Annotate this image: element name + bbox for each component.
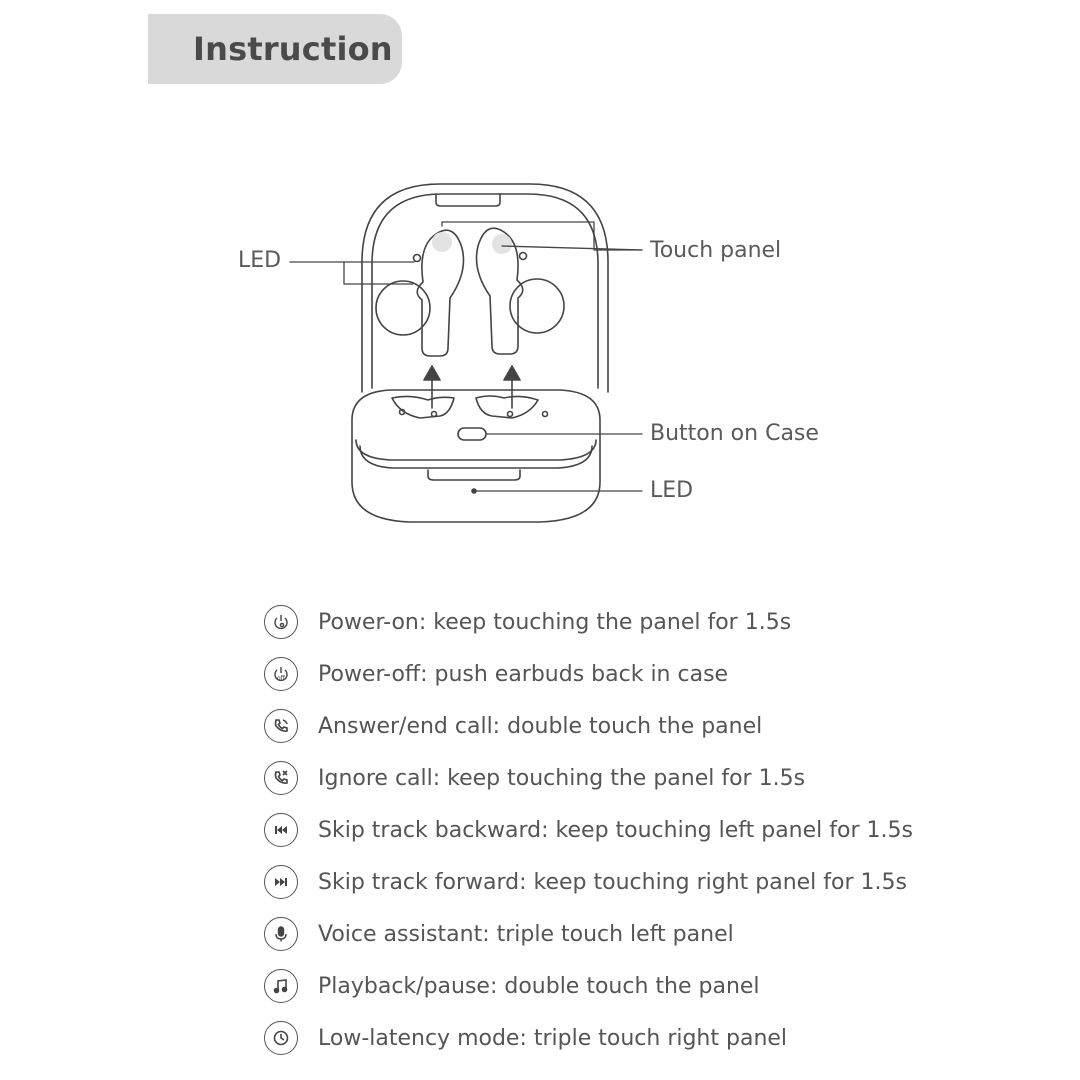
list-item (264, 914, 734, 954)
microphone-icon (264, 917, 298, 951)
power-on-icon (264, 605, 298, 639)
insert-arrows (424, 366, 520, 408)
list-item (264, 654, 728, 694)
list-item (264, 758, 805, 798)
power-off-icon (264, 657, 298, 691)
left-earbud (376, 230, 464, 356)
list-item (264, 966, 760, 1006)
list-item (264, 1018, 787, 1058)
list-item (264, 706, 762, 746)
touch-panel-callout: Touch panel (650, 238, 782, 263)
instruction-text: Ignore call: keep touching the panel for 1.5s (318, 765, 806, 791)
instruction-text: Skip track backward: keep touching left panel for 1.5s (318, 817, 913, 843)
phone-reject-icon (264, 761, 298, 795)
case-button (458, 428, 486, 440)
instruction-text: Playback/pause: double touch the panel (318, 973, 760, 999)
list-item (264, 602, 791, 642)
page-title: Instruction (193, 30, 393, 68)
skip-backward-icon (264, 813, 298, 847)
instruction-text: Voice assistant: triple touch left panel (318, 921, 734, 947)
instruction-text: Power-off: push earbuds back in case (318, 661, 729, 687)
leader-lines (290, 222, 642, 491)
list-item (264, 862, 907, 902)
case-base (352, 390, 600, 522)
clock-icon (264, 1021, 298, 1055)
svg-text:off: off (277, 675, 285, 682)
instruction-text: Power-on: keep touching the panel for 1.5s (318, 609, 792, 635)
button-on-case-callout: Button on Case (650, 421, 819, 446)
instruction-text: Low-latency mode: triple touch right panel (318, 1025, 788, 1051)
phone-icon (264, 709, 298, 743)
music-note-icon (264, 969, 298, 1003)
list-item (264, 810, 913, 850)
skip-forward-icon (264, 865, 298, 899)
instruction-text: Answer/end call: double touch the panel (318, 713, 763, 739)
instruction-text: Skip track forward: keep touching right panel for 1.5s (318, 869, 907, 895)
led-case-callout: LED (650, 478, 694, 503)
led-earbud-callout: LED (238, 248, 282, 273)
